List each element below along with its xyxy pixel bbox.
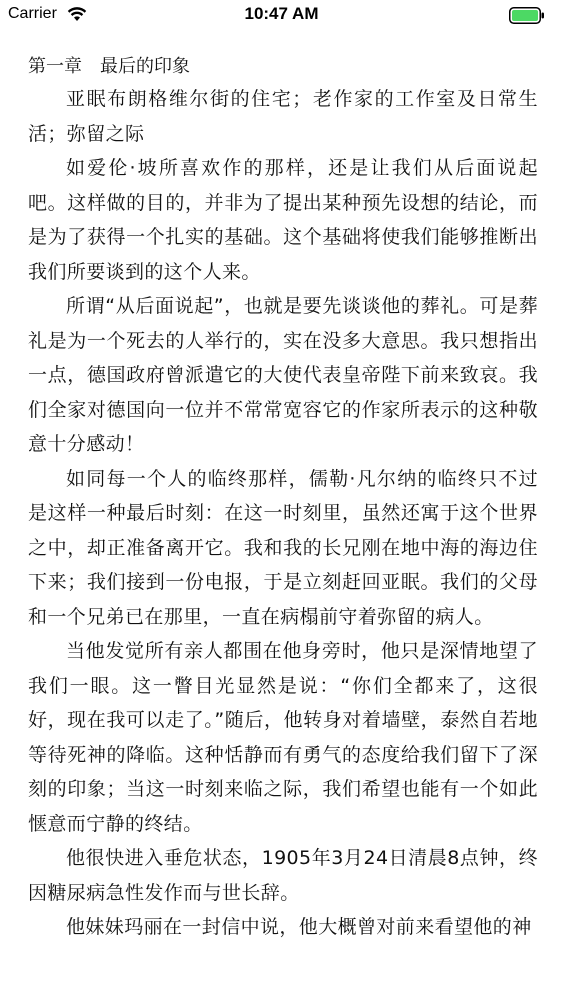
paragraph: 他很快进入垂危状态，1905年3月24日清晨8点钟，终因糖尿病急性发作而与世长辞。 <box>28 847 538 904</box>
battery-icon <box>509 7 545 24</box>
paragraph: 所谓“从后面说起”，也就是要先谈谈他的葬礼。可是葬礼是为一个死去的人举行的，实在没多大意思。我只想指出一点，德国政府曾派遣它的大使代表皇帝陛下前来致哀。我们全家对德国向一位并不常常宽容它的作家所表示的这种敬意十分感动！ <box>28 295 538 455</box>
status-bar <box>0 0 563 30</box>
reader-content[interactable] <box>28 52 538 945</box>
clock-time: 10:47 AM <box>244 4 319 23</box>
paragraph: 如同每一个人的临终那样，儒勒·凡尔纳的临终只不过是这样一种最后时刻：在这一时刻里，虽然还寓于这个世界之中，却正准备离开它。我和我的长兄刚在地中海的海边住下来；我们接到一份电报，于是立刻赶回亚眠。我们的父母和一个兄弟已在那里，一直在病榻前守着弥留的病人。 <box>28 467 538 628</box>
paragraph: 当他发觉所有亲人都围在他身旁时，他只是深情地望了我们一眼。这一瞥目光显然是说：“你们全都来了，这很好，现在我可以走了。”随后，他转身对着墙壁，泰然自若地等待死神的降临。这种恬静而有勇气的态度给我们留下了深刻的印象；当这一时刻来临之际，我们希望也能有一个如此惬意而宁静的终结。 <box>28 640 538 835</box>
paragraph: 他妹妹玛丽在一封信中说，他大概曾对前来看望他的神 <box>66 916 532 938</box>
paragraph-subtitle: 亚眠布朗格维尔街的住宅；老作家的工作室及日常生活；弥留之际 <box>28 88 538 145</box>
chapter-title: 第一章 最后的印象 <box>28 56 190 77</box>
carrier-label: Carrier <box>8 5 57 22</box>
paragraph: 如爱伦·坡所喜欢作的那样，还是让我们从后面说起吧。这样做的目的，并非为了提出某种预先设想的结论，而是为了获得一个扎实的基础。这个基础将使我们能够推断出我们所要谈到的这个人来。 <box>28 157 538 283</box>
